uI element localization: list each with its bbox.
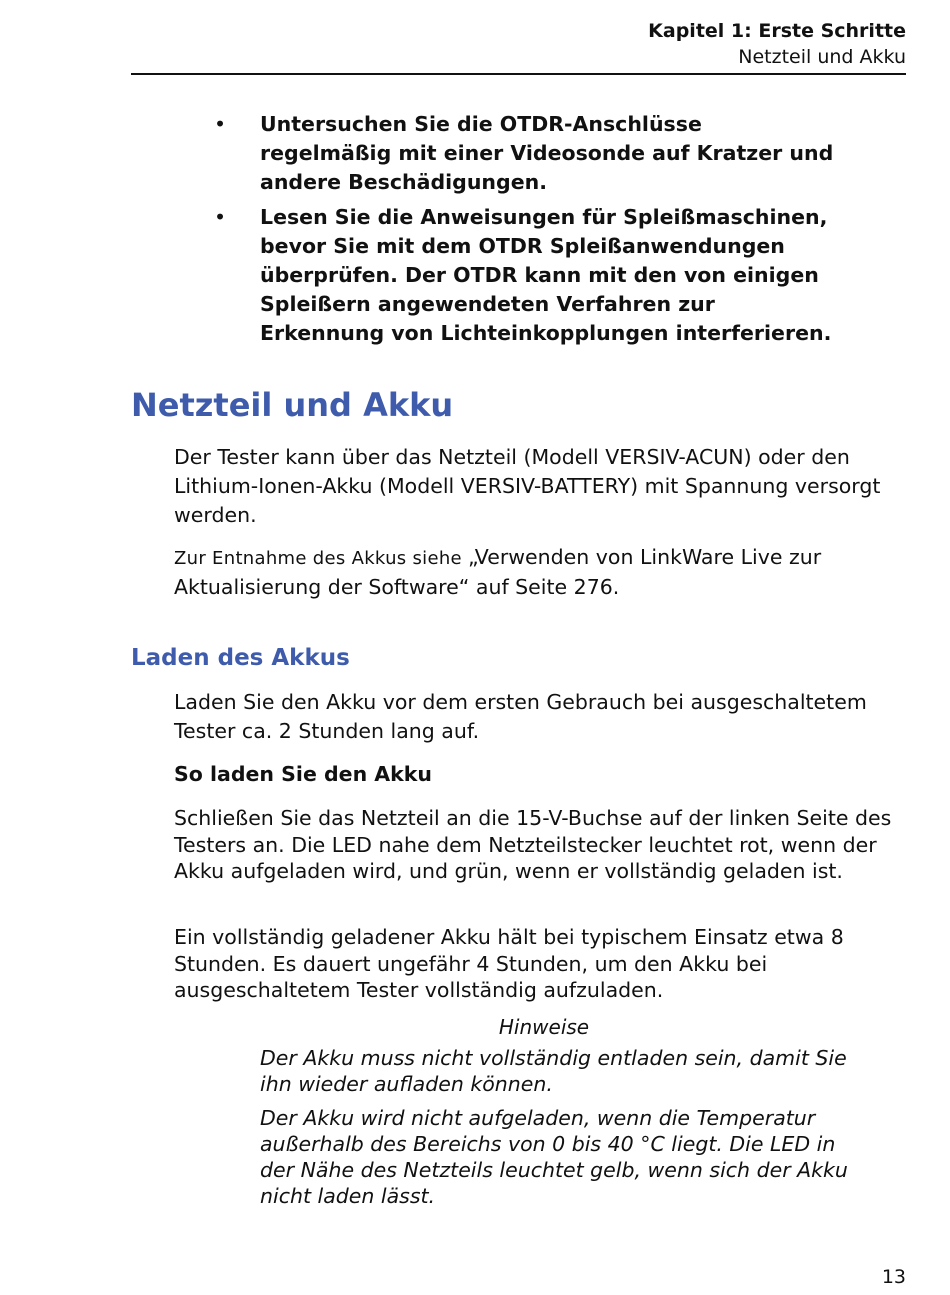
procedure-title: So laden Sie den Akku bbox=[174, 762, 433, 786]
page-number: 13 bbox=[881, 1266, 906, 1288]
header-divider bbox=[131, 73, 906, 75]
bullet-icon: • bbox=[214, 112, 227, 136]
bullet-text: Untersuchen Sie die OTDR-Anschlüsse regelmäßig mit einer Videosonde auf Kratzer und andere Beschädigungen. bbox=[260, 112, 834, 194]
bullet-item bbox=[214, 110, 834, 197]
battery-removal-intro: Zur Entnahme des Akkus siehe bbox=[174, 548, 468, 569]
paragraph-battery-removal bbox=[174, 543, 914, 602]
note-item: Der Akku muss nicht vollständig entladen sein, damit Sie ihn wieder aufladen können. bbox=[260, 1046, 847, 1096]
section-heading-netzteil: Netzteil und Akku bbox=[131, 386, 454, 424]
paragraph-first-charge: Laden Sie den Akku vor dem ersten Gebrauch bei ausgeschaltetem Tester ca. 2 Stunden lang auf. bbox=[174, 690, 867, 743]
bullet-icon: • bbox=[214, 205, 227, 229]
paragraph-power-sources: Der Tester kann über das Netzteil (Modell VERSIV-ACUN) oder den Lithium-Ionen-Akku (Modell VERSIV-BATTERY) mit Spannung versorgt werden. bbox=[174, 445, 881, 527]
paragraph-battery-life: Ein vollständig geladener Akku hält bei typischem Einsatz etwa 8 Stunden. Es dauert ungefähr 4 Stunden, um den Akku bei ausgeschaltetem Tester vollständig aufzuladen. bbox=[174, 925, 844, 1002]
subsection-heading-laden: Laden des Akkus bbox=[131, 645, 350, 671]
running-header-section: Netzteil und Akku bbox=[738, 46, 906, 68]
paragraph-charging-led: Schließen Sie das Netzteil an die 15-V-Buchse auf der linken Seite des Testers an. Die LED nahe dem Netzteilstecker leuchtet rot, wenn der Akku aufgeladen wird, und grün, wenn er vollständig geladen ist. bbox=[174, 806, 892, 883]
bullet-text: Lesen Sie die Anweisungen für Spleißmaschinen, bevor Sie mit dem OTDR Spleißanwendungen überprüfen. Der OTDR kann mit den von einigen Spleißern angewendeten Verfahren zur Erkennung von Lichteinkopplungen interferieren. bbox=[260, 205, 832, 345]
notes-title: Hinweise bbox=[498, 1015, 590, 1039]
bullet-item bbox=[214, 203, 834, 348]
note-item: Der Akku wird nicht aufgeladen, wenn die Temperatur außerhalb des Bereichs von 0 bis 40 °C liegt. Die LED in der Nähe des Netzteils leuchtet gelb, wenn sich der Akku nicht laden lässt. bbox=[260, 1106, 848, 1208]
cross-reference-link[interactable]: „Verwenden von LinkWare Live zur Aktualisierung der Software“ auf Seite 276. bbox=[174, 545, 822, 599]
running-header-chapter: Kapitel 1: Erste Schritte bbox=[648, 20, 906, 42]
bullet-list bbox=[214, 110, 834, 354]
